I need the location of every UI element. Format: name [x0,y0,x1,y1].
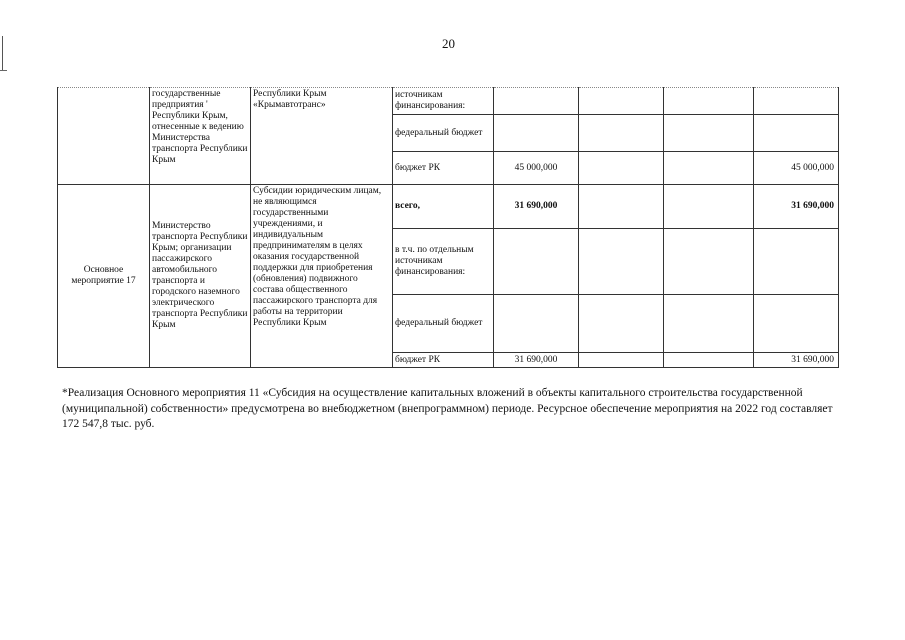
total-cell [754,229,839,295]
amount-cell-2021 [579,152,664,185]
executor-cell: Министерство транспорта Республики Крым; организации пассажирского автомобильного транспорта и городского наземного электрического транспорта Республики Крым [150,185,251,368]
total-cell [754,115,839,152]
amount-cell-2022 [664,185,754,229]
executor-cell: государственные предприятия ' Республики Крым, отнесенные к ведению Министерства транспорта Республики Крым [150,88,251,185]
source-cell: федеральный бюджет [393,115,494,152]
amount-cell-2021 [579,229,664,295]
margin-mark [2,36,3,70]
footnote: *Реализация Основного мероприятия 11 «Субсидия на осуществление капитальных вложений в объекты капитального строительства государственной (муниципальной) собственности» предусмотрена во внебюджетном (внепрограммном) периоде. Ресурсное обеспечение мероприятия на 2022 год составляет 172 547,8 тыс. руб. [62,387,833,430]
amount-cell: 45 000,000 [494,152,579,185]
source-cell: бюджет РК [393,152,494,185]
amount-cell: 31 690,000 [494,353,579,368]
recipient-cell: Республики Крым «Крымавтотранс» [251,88,393,185]
budget-table [57,87,839,368]
page-number: 20 [442,36,455,51]
source-cell: источникам финансирования: [393,88,494,115]
amount-cell-2021 [579,115,664,152]
amount-cell-2022 [664,115,754,152]
event-cell [58,88,150,185]
source-cell: в т.ч. по отдельным источникам финансирования: [393,229,494,295]
amount-cell [494,295,579,353]
amount-cell-2021 [579,295,664,353]
amount-cell-2022 [664,295,754,353]
source-cell: федеральный бюджет [393,295,494,353]
source-cell: всего, [393,185,494,229]
amount-cell-2021 [579,185,664,229]
amount-cell-2022 [664,152,754,185]
amount-cell-2021 [579,88,664,115]
table-row [58,88,839,115]
amount-cell: 31 690,000 [494,185,579,229]
total-cell: 31 690,000 [754,353,839,368]
table-row [58,185,839,229]
amount-cell [494,115,579,152]
amount-cell [494,88,579,115]
amount-cell [494,229,579,295]
amount-cell-2021 [579,353,664,368]
source-cell: бюджет РК [393,353,494,368]
total-cell: 45 000,000 [754,152,839,185]
description-cell: Субсидии юридическим лицам, не являющимся государственными учреждениями, и индивидуальным предпринимателям в целях оказания государственной поддержки для приобретения (обновления) подвижного состава общественного пассажирского транспорта для работы на территории Республики Крым [251,185,393,368]
amount-cell-2022 [664,229,754,295]
margin-tick [0,70,7,71]
amount-cell-2022 [664,353,754,368]
event-cell: Основное мероприятие 17 [58,185,150,368]
total-cell [754,295,839,353]
total-cell: 31 690,000 [754,185,839,229]
amount-cell-2022 [664,88,754,115]
total-cell [754,88,839,115]
